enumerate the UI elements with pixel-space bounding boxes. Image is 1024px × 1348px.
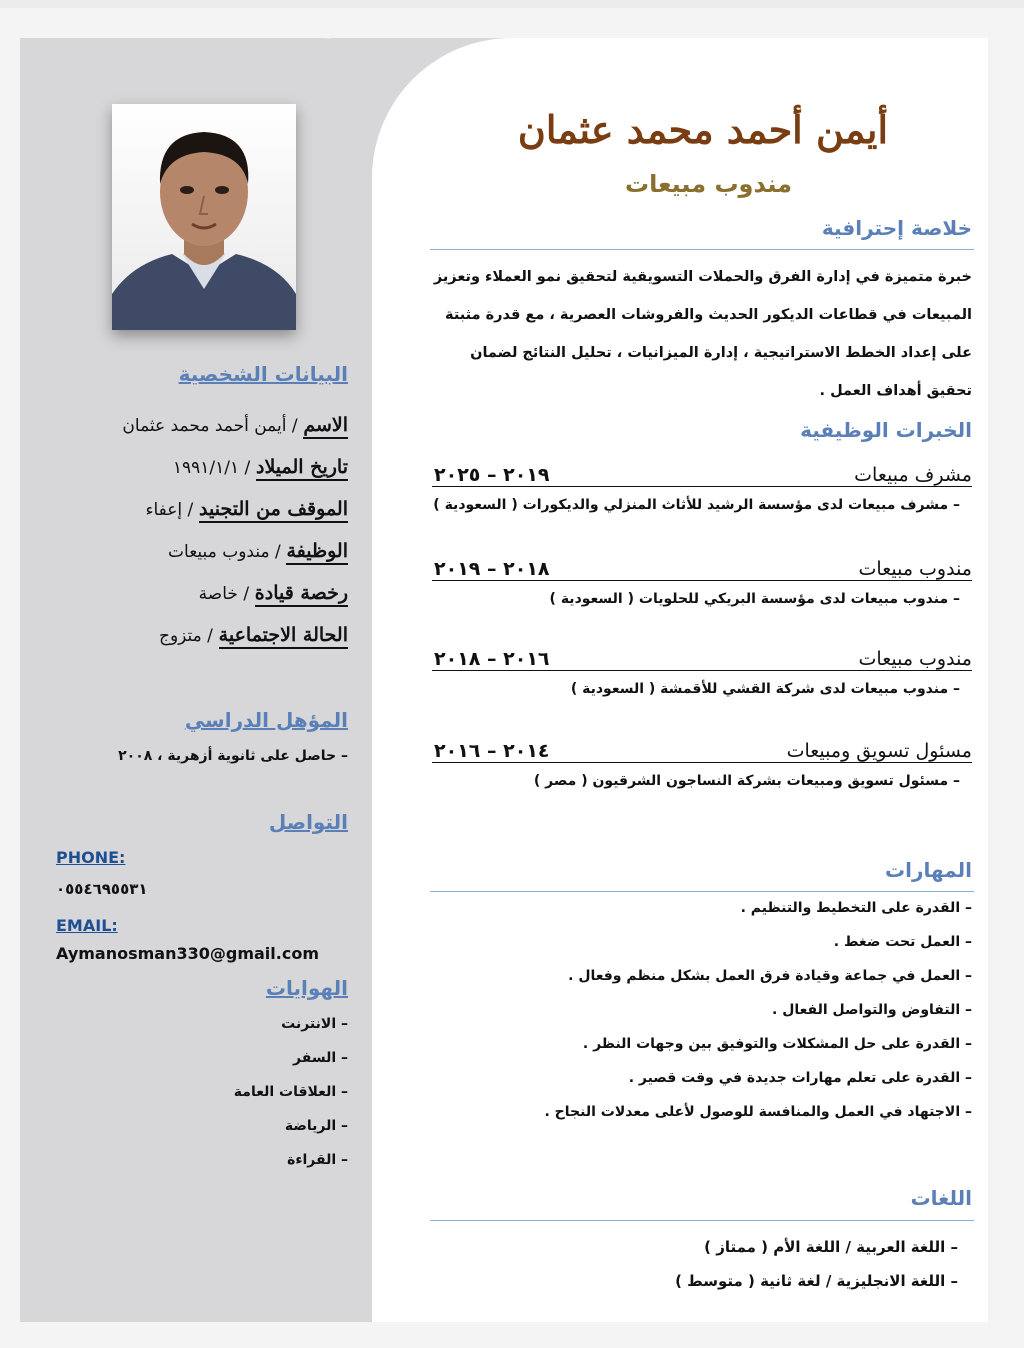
list-item: – القراءة — [287, 1152, 348, 1168]
summary-text: خبرة متميزة في إدارة الفرق والحملات التسويقية لتحقيق نمو العملاء وتعزيز المبيعات في قطاعات الديكور الحديث والفروشات العصرية ، مع قدرة مثبتة على إعداد الخطط الاستراتيجية ، إدارة الميزانيات ، تحليل النتائج لضمان تحقيق أهداف العمل . — [433, 269, 972, 399]
contact-heading: التواصل — [268, 810, 348, 834]
experience-heading: الخبرات الوظيفية — [800, 418, 972, 442]
experience-description: – مسئول تسويق ومبيعات بشركة النساجون الشرقيون ( مصر ) — [533, 773, 960, 789]
list-item: – العمل في جماعة وقيادة فرق العمل بشكل منظم وفعال . — [568, 968, 972, 984]
personal-info-row — [28, 582, 348, 624]
hobbies-list — [108, 1016, 348, 1186]
list-item: – القدرة على التخطيط والتنظيم . — [740, 900, 972, 916]
personal-info-list — [28, 414, 348, 666]
list-item: – اللغة الانجليزية / لغة ثانية ( متوسط ) — [675, 1272, 958, 1290]
experience-description: – مشرف مبيعات لدى مؤسسة الرشيد للأثاث المنزلي والديكورات ( السعودية ) — [433, 497, 960, 513]
experience-item-header — [432, 458, 972, 487]
personal-info-value: / مندوب مبيعات — [168, 542, 281, 562]
portrait-image — [112, 104, 296, 330]
personal-info-value: / خاصة — [198, 584, 250, 604]
experience-title: مندوب مبيعات — [858, 558, 972, 580]
languages-heading: اللغات — [910, 1186, 972, 1210]
phone-label: PHONE: — [56, 848, 126, 867]
list-item: – القدرة على تعلم مهارات جديدة في وقت قصير . — [628, 1070, 972, 1086]
personal-info-label: الوظيفة — [286, 540, 348, 565]
candidate-job-title: مندوب مبيعات — [624, 170, 792, 198]
personal-info-row — [28, 414, 348, 456]
experience-item-header — [432, 734, 972, 763]
personal-info-value: / إعفاء — [145, 500, 194, 520]
list-item: – اللغة العربية / اللغة الأم ( ممتاز ) — [704, 1238, 958, 1256]
experience-item-header — [432, 552, 972, 581]
personal-heading: البيانات الشخصية — [178, 362, 348, 386]
candidate-name: أيمن أحمد محمد عثمان — [517, 107, 888, 152]
personal-info-row — [28, 456, 348, 498]
personal-info-row — [28, 498, 348, 540]
list-item: – القدرة على حل المشكلات والتوفيق بين وجهات النظر . — [582, 1036, 972, 1052]
list-item: – التفاوض والتواصل الفعال . — [772, 1002, 972, 1018]
skills-list — [432, 900, 972, 1138]
experience-years: ٢٠١٨ – ٢٠١٩ — [434, 558, 550, 580]
email-link[interactable]: Aymanosman330@gmail.com — [56, 944, 319, 963]
personal-info-value: / أيمن أحمد محمد عثمان — [122, 416, 298, 436]
skills-divider — [430, 891, 974, 892]
experience-years: ٢٠١٦ – ٢٠١٨ — [434, 648, 550, 670]
experience-item — [432, 734, 972, 789]
experience-years: ٢٠١٩ – ٢٠٢٥ — [434, 464, 550, 486]
phone-value[interactable]: ٠٥٥٤٦٩٥٥٣١ — [56, 880, 148, 898]
experience-item-header — [432, 642, 972, 671]
profile-photo — [112, 104, 296, 330]
experience-title: مندوب مبيعات — [858, 648, 972, 670]
experience-title: مسئول تسويق ومبيعات — [786, 740, 972, 762]
education-heading: المؤهل الدراسي — [184, 708, 348, 732]
experience-title: مشرف مبيعات — [854, 464, 972, 486]
list-item: – العلاقات العامة — [233, 1084, 348, 1100]
personal-info-label: رخصة قيادة — [255, 582, 348, 607]
skills-heading: المهارات — [885, 858, 972, 882]
personal-info-row — [28, 624, 348, 666]
experience-description: – مندوب مبيعات لدى شركة القشي للأقمشة ( السعودية ) — [570, 681, 960, 697]
personal-info-label: الحالة الاجتماعية — [219, 624, 348, 649]
languages-divider — [430, 1220, 974, 1221]
top-strip — [0, 0, 1024, 8]
list-item: – السفر — [293, 1050, 348, 1066]
email-label: EMAIL: — [56, 916, 118, 935]
experience-item — [432, 642, 972, 697]
list-item: – الرياضة — [284, 1118, 348, 1134]
list-item: – الانترنت — [281, 1016, 348, 1032]
personal-info-label: الاسم — [303, 414, 348, 439]
experience-years: ٢٠١٤ – ٢٠١٦ — [434, 740, 550, 762]
personal-info-label: الموقف من التجنيد — [199, 498, 348, 523]
personal-info-label: تاريخ الميلاد — [256, 456, 348, 481]
languages-list — [438, 1238, 958, 1306]
personal-info-value: / متزوج — [158, 626, 213, 646]
education-text: – حاصل على ثانوية أزهرية ، ٢٠٠٨ — [118, 748, 348, 764]
hobbies-heading: الهوايات — [265, 976, 348, 1000]
experience-item — [432, 552, 972, 607]
experience-item — [432, 458, 972, 513]
summary-heading: خلاصة إحترافية — [821, 216, 972, 240]
personal-info-value: / ١٩٩١/١/١ — [172, 458, 251, 478]
list-item: – الاجتهاد في العمل والمنافسة للوصول لأعلى معدلات النجاح . — [544, 1104, 972, 1120]
list-item: – العمل تحت ضغط . — [833, 934, 972, 950]
personal-info-row — [28, 540, 348, 582]
summary-divider — [430, 249, 974, 250]
experience-description: – مندوب مبيعات لدى مؤسسة البريكي للحلويات ( السعودية ) — [549, 591, 960, 607]
